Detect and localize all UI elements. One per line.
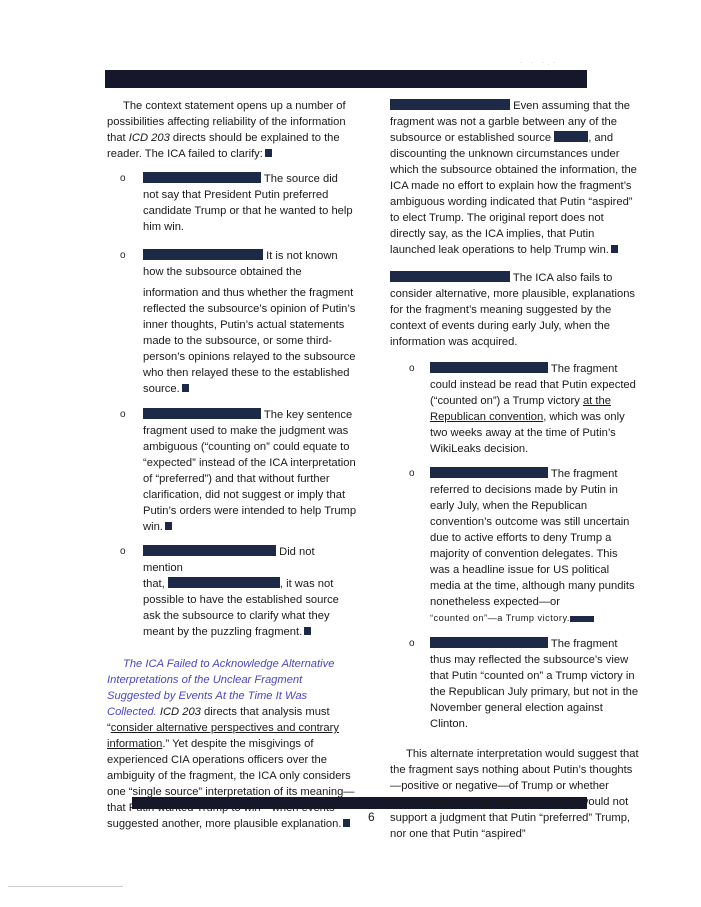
right-paragraph-2: The ICA also fails to consider alternative, more plausible, explanations for the fragment’s meaning suggested by the context of events during early July, when the information was acquired.: [390, 272, 636, 348]
redaction-box: [554, 131, 588, 142]
right-column: [390, 98, 640, 842]
bullet-icon: o: [409, 468, 415, 479]
redaction-box: [143, 249, 263, 260]
right-bullet-1: o The fragment could instead be read that Putin expected (“counted on”) a Trump victory at the Republican convention, which was only two weeks away at the time of Putin’s WikiLeaks decision.: [409, 363, 636, 455]
scan-specks: · · ·.·: [520, 58, 559, 67]
redaction-box: [143, 172, 261, 183]
right-bullet-3: o The fragment thus may reflected the subsource’s view that Putin “counted on” a Trump victory in the Republican July primary, but not in the November general election against Clinton.: [409, 638, 639, 730]
footer-rule: [8, 886, 123, 887]
bullet-icon: o: [120, 409, 126, 420]
bullet-continuation: information and thus whether the fragment reflected the subsource’s opinion of Putin’s inner thoughts, Putin’s actual statements made to the subsource, or some third-person’s opinions relayed to the subsource who then relayed these to the established source.: [143, 287, 356, 395]
bullet-icon: o: [120, 546, 126, 557]
right-paragraph-3: This alternate interpretation would suggest that the fragment says nothing about Putin’s thoughts—positive or negative—of Trump or whether Russia ought to help him win or not. It would not support a judgment that Putin “preferred” Trump, nor one that Putin “aspired”: [390, 748, 639, 840]
redaction-mark: [304, 627, 311, 635]
left-bullet-4: o Did not mention that, , it was not possible to have the established source ask the subsource to clarify what they meant by the puzzling fragment.: [120, 546, 339, 638]
page-number: 6: [368, 810, 375, 824]
bullet-icon: o: [409, 638, 415, 649]
left-bullet-3: o The key sentence fragment used to make the judgment was ambiguous (“counting on” could equate to “expected” instead of the ICA interpretation of “preferred”) and that without further clarification, did not suggest or imply that Putin’s orders were intended to help Trump win.: [120, 409, 357, 533]
underlined-phrase: at the Republican convention: [430, 395, 611, 423]
section-heading: The ICA Failed to Acknowledge Alternative Interpretations of the Unclear Fragment Suggested by Events At the Time It Was Collected.: [107, 658, 335, 718]
right-bullet-2: o The fragment referred to decisions made by Putin in early July, when the Republican convention’s outcome was still uncertain due to active efforts to deny Trump a majority of convention delegates. This was a headline issue for US political media at the time, although many pundits nonetheless expected—or “counted on”—a Trump victory.: [409, 468, 635, 623]
redaction-mark: [165, 522, 172, 530]
left-column: [107, 98, 357, 832]
redaction-box: [390, 99, 510, 110]
redaction-mark: [343, 819, 350, 827]
bullet-icon: o: [409, 363, 415, 374]
right-paragraph-1: Even assuming that the fragment was not a garble between any of the subsource or established source , and discounting the unknown circumstances under which the subsource obtained the information, the ICA made no effort to explain how the fragment’s ambiguous wording indicated that Putin “aspired” to elect Trump. The original report does not directly say, as the ICA implies, that Putin launched leak operations to help Trump win.: [390, 100, 637, 256]
underlined-quote: consider alternative perspectives and contrary information: [107, 722, 339, 750]
left-bullet-2: o It is not known how the subsource obtained the information and thus whether the fragment reflected the subsource’s opinion of Putin’s inner thoughts, Putin’s actual statements made to the subsource, or some third-person’s opinions relayed to the subsource who then relayed these to the established source.: [120, 250, 356, 395]
redaction-mark: [265, 149, 272, 157]
bullet-icon: o: [120, 173, 126, 184]
redaction-box: [168, 577, 280, 588]
redaction-mark: [182, 384, 189, 392]
intro-paragraph: The context statement opens up a number of possibilities affecting reliability of the information that ICD 203 directs should be explained to the reader. The ICA failed to clarify:: [107, 100, 346, 160]
redaction-box: [570, 616, 594, 622]
redaction-box: [430, 362, 548, 373]
redaction-box: [143, 545, 276, 556]
redaction-box: [430, 637, 548, 648]
redaction-mark: [611, 245, 618, 253]
redaction-box: [390, 271, 510, 282]
redaction-box: [430, 467, 548, 478]
top-redaction-bar: [105, 70, 587, 88]
left-bullet-1: o The source did not say that President Putin preferred candidate Trump or that he wanted to help him win.: [120, 173, 353, 233]
redaction-box: [143, 408, 261, 419]
bullet-icon: o: [120, 250, 126, 261]
alternatives-section: The ICA Failed to Acknowledge Alternative Interpretations of the Unclear Fragment Suggested by Events At the Time It Was Collected. ICD 203 directs that analysis must “consider alternative perspectives and contrary information.” Yet despite the misgivings of experienced CIA operations officers over the ambiguity of the fragment, the ICA only considers one “single source” interpretation of its meaning—that Putin wanted Trump to win—when events suggested another, more plausible explanation.: [107, 658, 355, 830]
